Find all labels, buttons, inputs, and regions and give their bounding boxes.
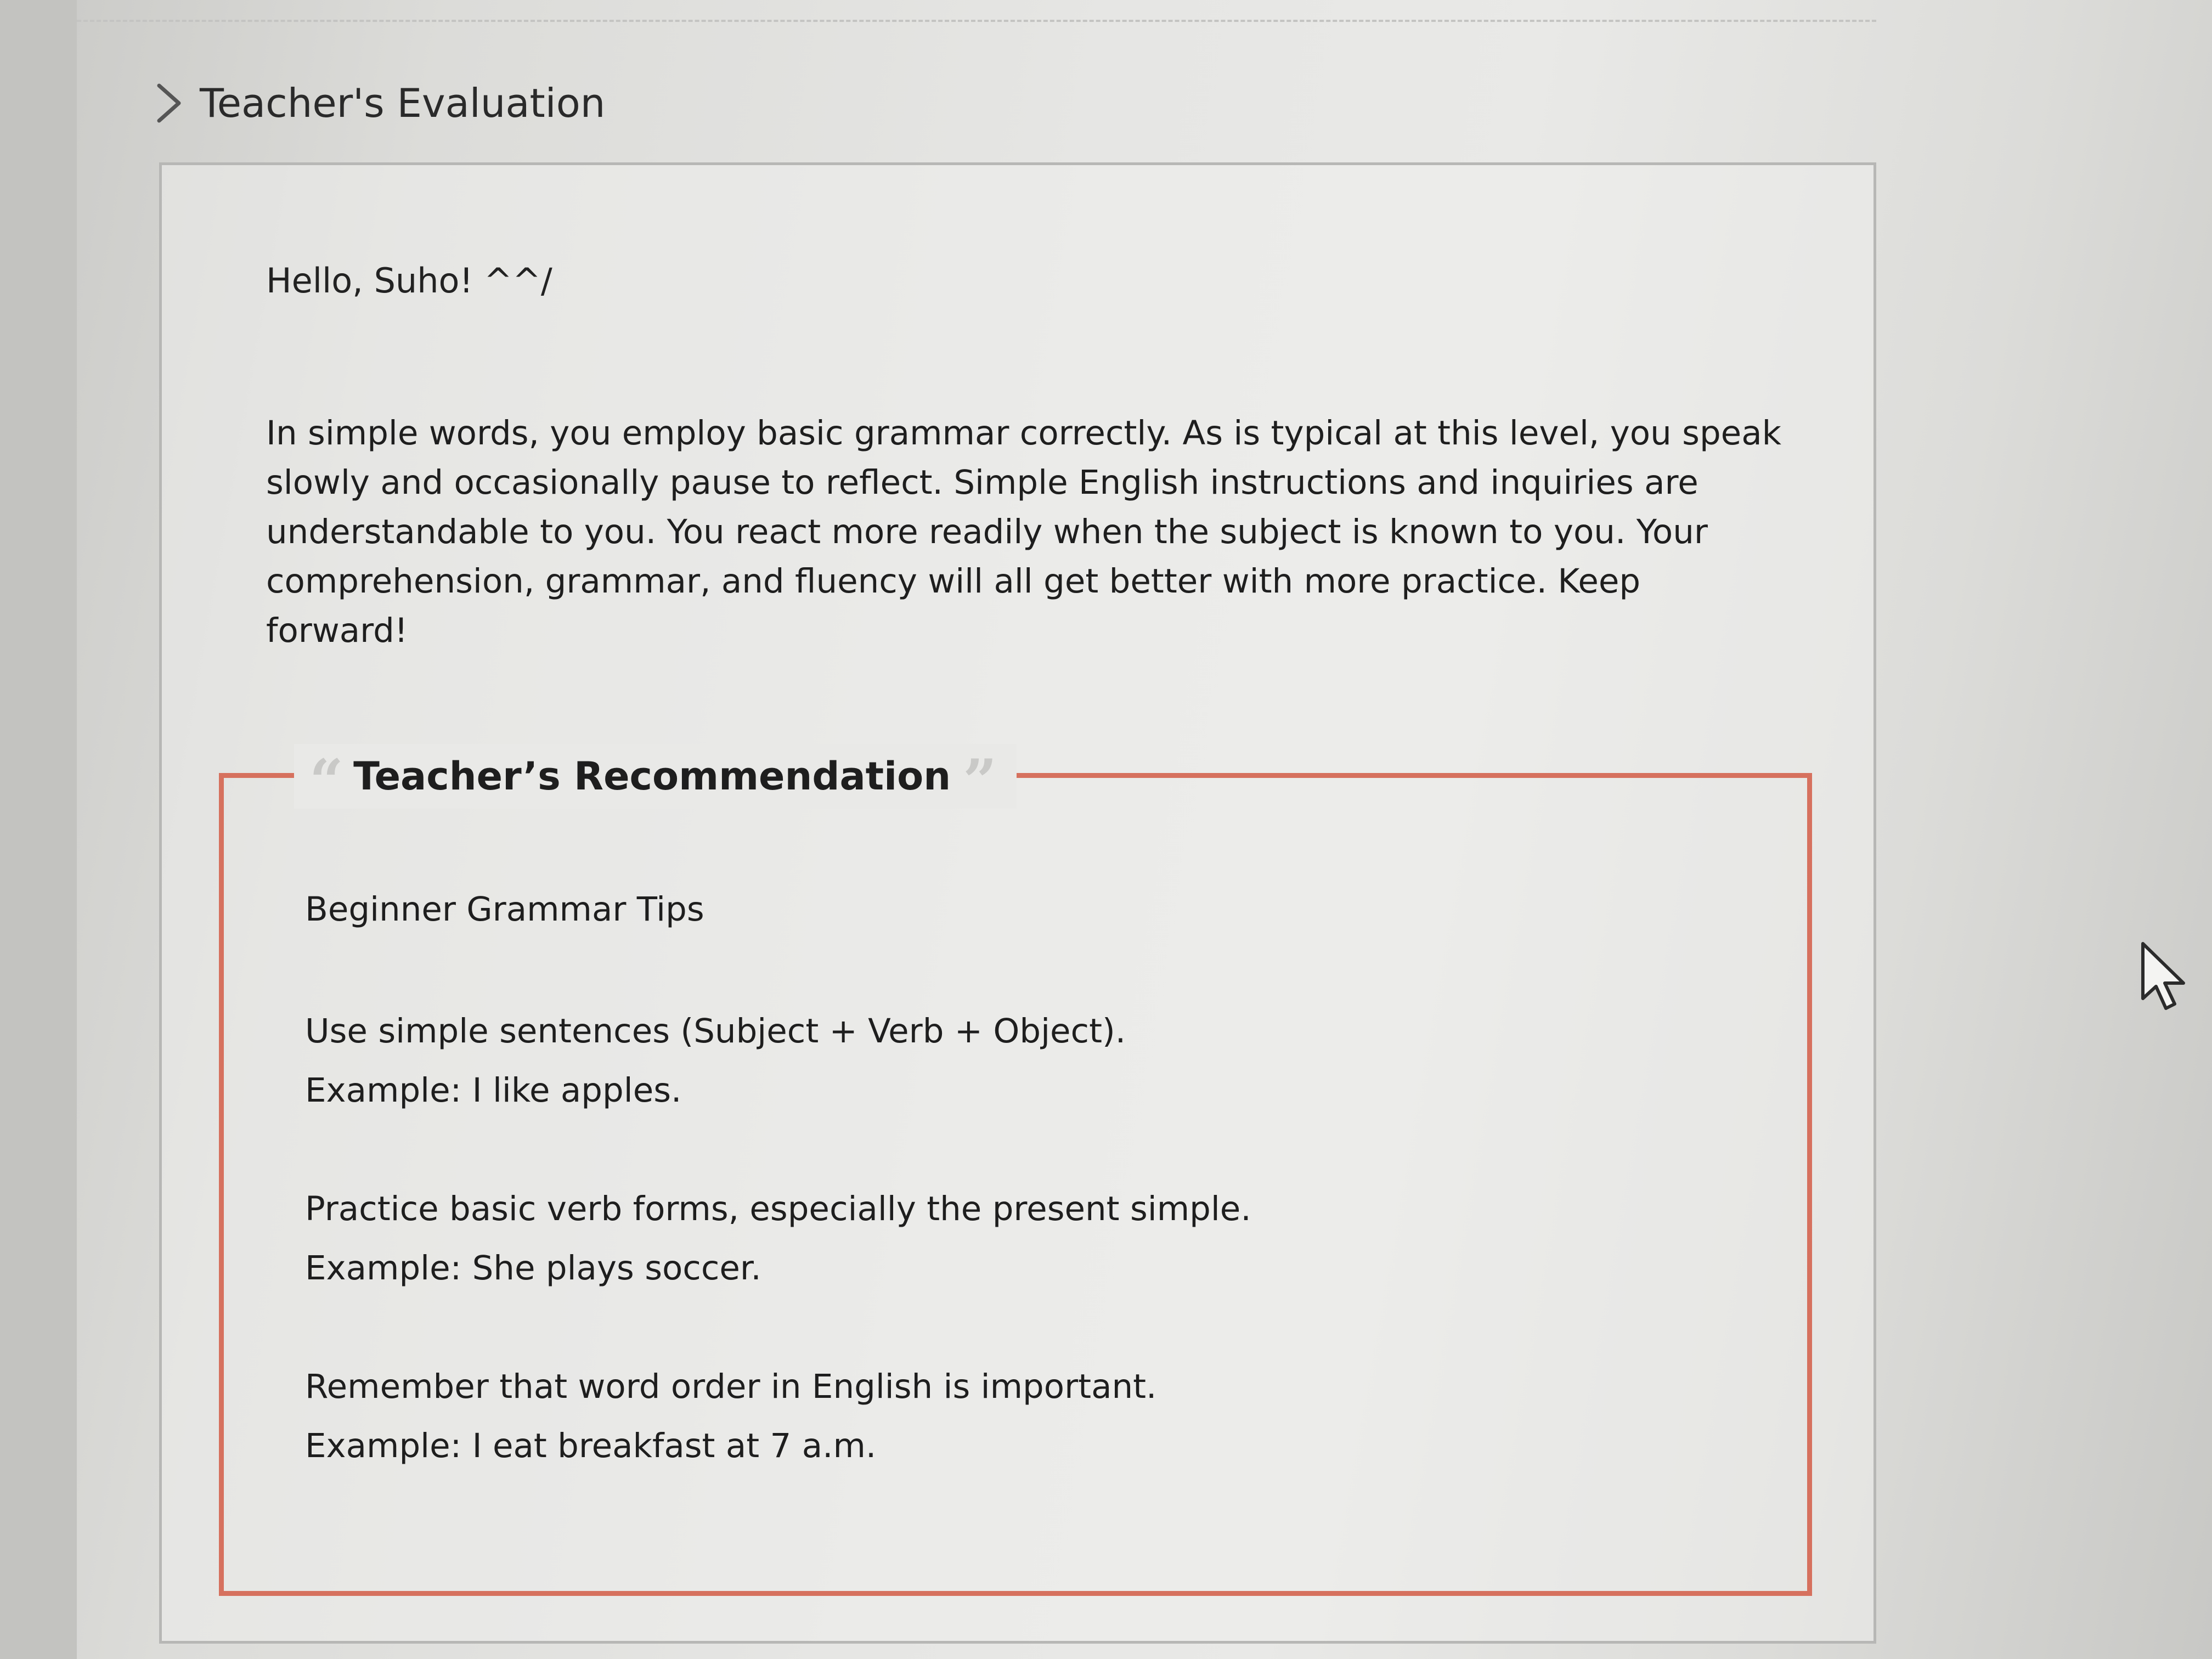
- recommendation-content: [305, 888, 1731, 1535]
- recommendation-title: Teacher’s Recommendation: [353, 754, 951, 799]
- recommendation-box: [219, 747, 1812, 1596]
- tip-example: Example: I like apples.: [305, 1071, 682, 1110]
- evaluation-paragraph: In simple words, you employ basic grammar correctly. As is typical at this level, you speak slowly and occasionally pause to reflect. Simple English instructions and inquiries are understandable to you. You react more readily when the subject is known to you. Your comprehension, grammar, and fluency will all get better with more practice. Keep forward!: [266, 414, 1781, 650]
- tip-example: Example: I eat breakfast at 7 a.m.: [305, 1426, 877, 1465]
- tip-item: [305, 1180, 1731, 1298]
- section-title: Teacher's Evaluation: [200, 80, 606, 126]
- tip-text: Remember that word order in English is important.: [305, 1367, 1157, 1406]
- tip-example: Example: She plays soccer.: [305, 1249, 761, 1288]
- tip-text: Use simple sentences (Subject + Verb + Object).: [305, 1012, 1126, 1051]
- tip-text: Practice basic verb forms, especially the present simple.: [305, 1189, 1251, 1228]
- recommendation-header: [294, 744, 1017, 816]
- mouse-pointer-icon: [2140, 941, 2189, 1013]
- close-quote-icon: ”: [963, 747, 997, 816]
- evaluation-box: [159, 162, 1876, 1644]
- tip-item: [305, 1002, 1731, 1120]
- tip-item: [305, 1357, 1731, 1476]
- tips-heading: Beginner Grammar Tips: [305, 890, 704, 929]
- top-divider: [77, 20, 1876, 22]
- section-header: [151, 76, 605, 131]
- chevron-right-icon: [151, 81, 187, 125]
- page-margin: [0, 0, 77, 1659]
- greeting-text: Hello, Suho! ^^/: [266, 261, 552, 301]
- open-quote-icon: “: [309, 747, 344, 816]
